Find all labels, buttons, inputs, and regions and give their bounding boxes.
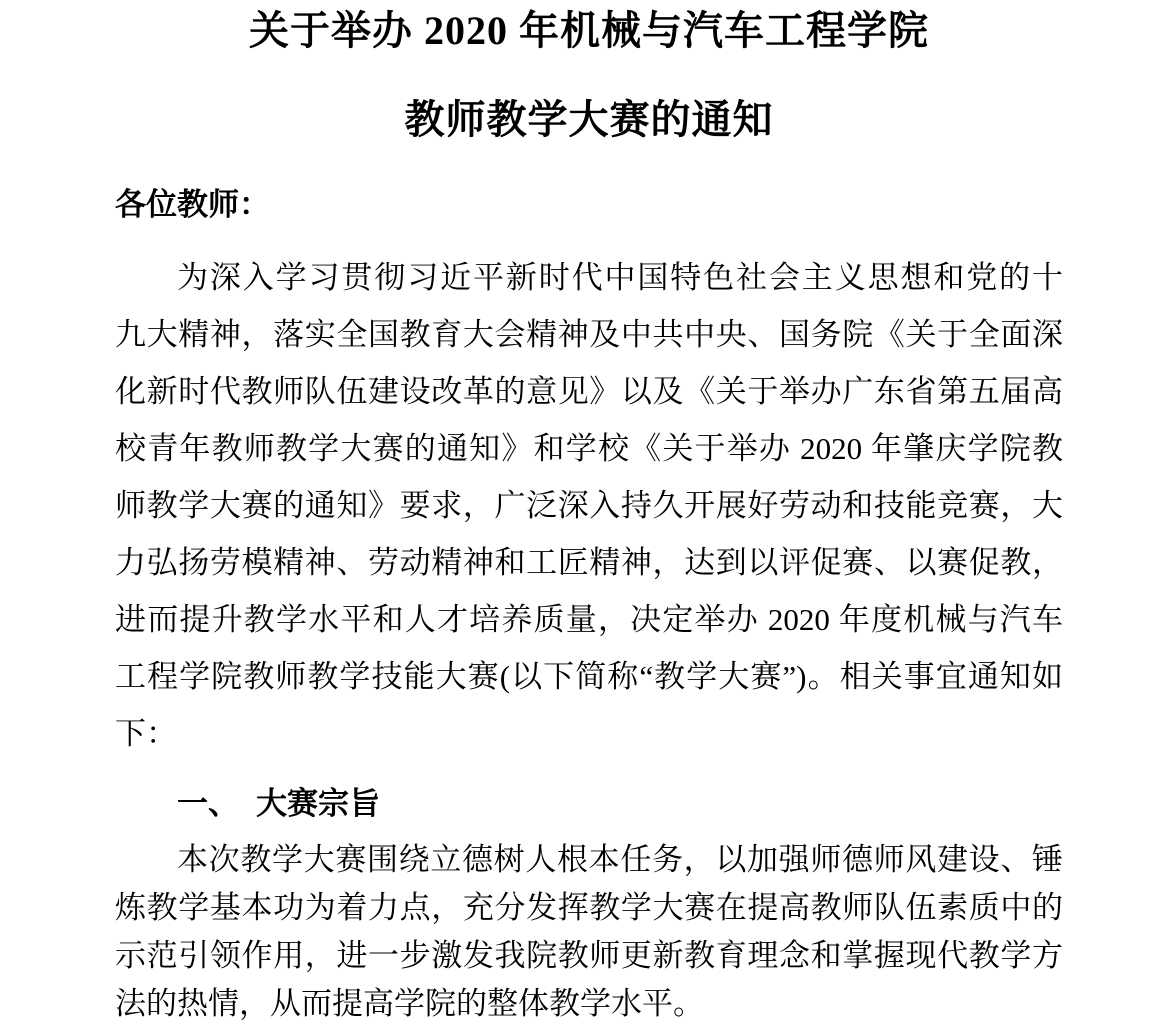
- paragraph-1: [115, 249, 1063, 762]
- text-line: 九大精神，落实全国教育大会精神及中共中央、国务院《关于全面深: [115, 317, 1063, 352]
- section-1-heading: [115, 775, 1063, 832]
- text-line: 下：: [115, 716, 177, 751]
- document-title-line-1: 关于举办 2020 年机械与汽车工程学院: [249, 8, 929, 53]
- text-line: 法的热情，从而提高学院的整体教学水平。: [115, 986, 704, 1020]
- text-line: 进而提升教学水平和人才培养质量，决定举办 2020 年度机械与汽车: [115, 602, 1063, 637]
- text-line: 校青年教师教学大赛的通知》和学校《关于举办 2020 年肇庆学院教: [115, 431, 1063, 466]
- text-line: 力弘扬劳模精神、劳动精神和工匠精神，达到以评促赛、以赛促教，: [115, 545, 1063, 580]
- text-line: 化新时代教师队伍建设改革的意见》以及《关于举办广东省第五届高: [115, 374, 1063, 409]
- salutation: 各位教师：: [115, 187, 270, 222]
- text-line: 本次教学大赛围绕立德树人根本任务，以加强师德师风建设、锤: [177, 842, 1063, 877]
- section-1-title: 大赛宗旨: [256, 786, 381, 821]
- paragraph-2: [115, 836, 1063, 1020]
- text-line: 炼教学基本功为着力点，充分发挥教学大赛在提高教师队伍素质中的: [115, 890, 1063, 925]
- text-line: 工程学院教师教学技能大赛(以下简称“教学大赛”)。相关事宜通知如: [115, 659, 1063, 694]
- text-line: 示范引领作用，进一步激发我院教师更新教育理念和掌握现代教学方: [115, 938, 1063, 973]
- document-content: [115, 0, 1063, 1020]
- document-title-line-2: 教师教学大赛的通知: [404, 97, 774, 142]
- section-1-number: 一、: [177, 786, 239, 821]
- text-line: 为深入学习贯彻习近平新时代中国特色社会主义思想和党的十: [177, 260, 1063, 295]
- text-line: 师教学大赛的通知》要求，广泛深入持久开展好劳动和技能竞赛，大: [115, 488, 1063, 523]
